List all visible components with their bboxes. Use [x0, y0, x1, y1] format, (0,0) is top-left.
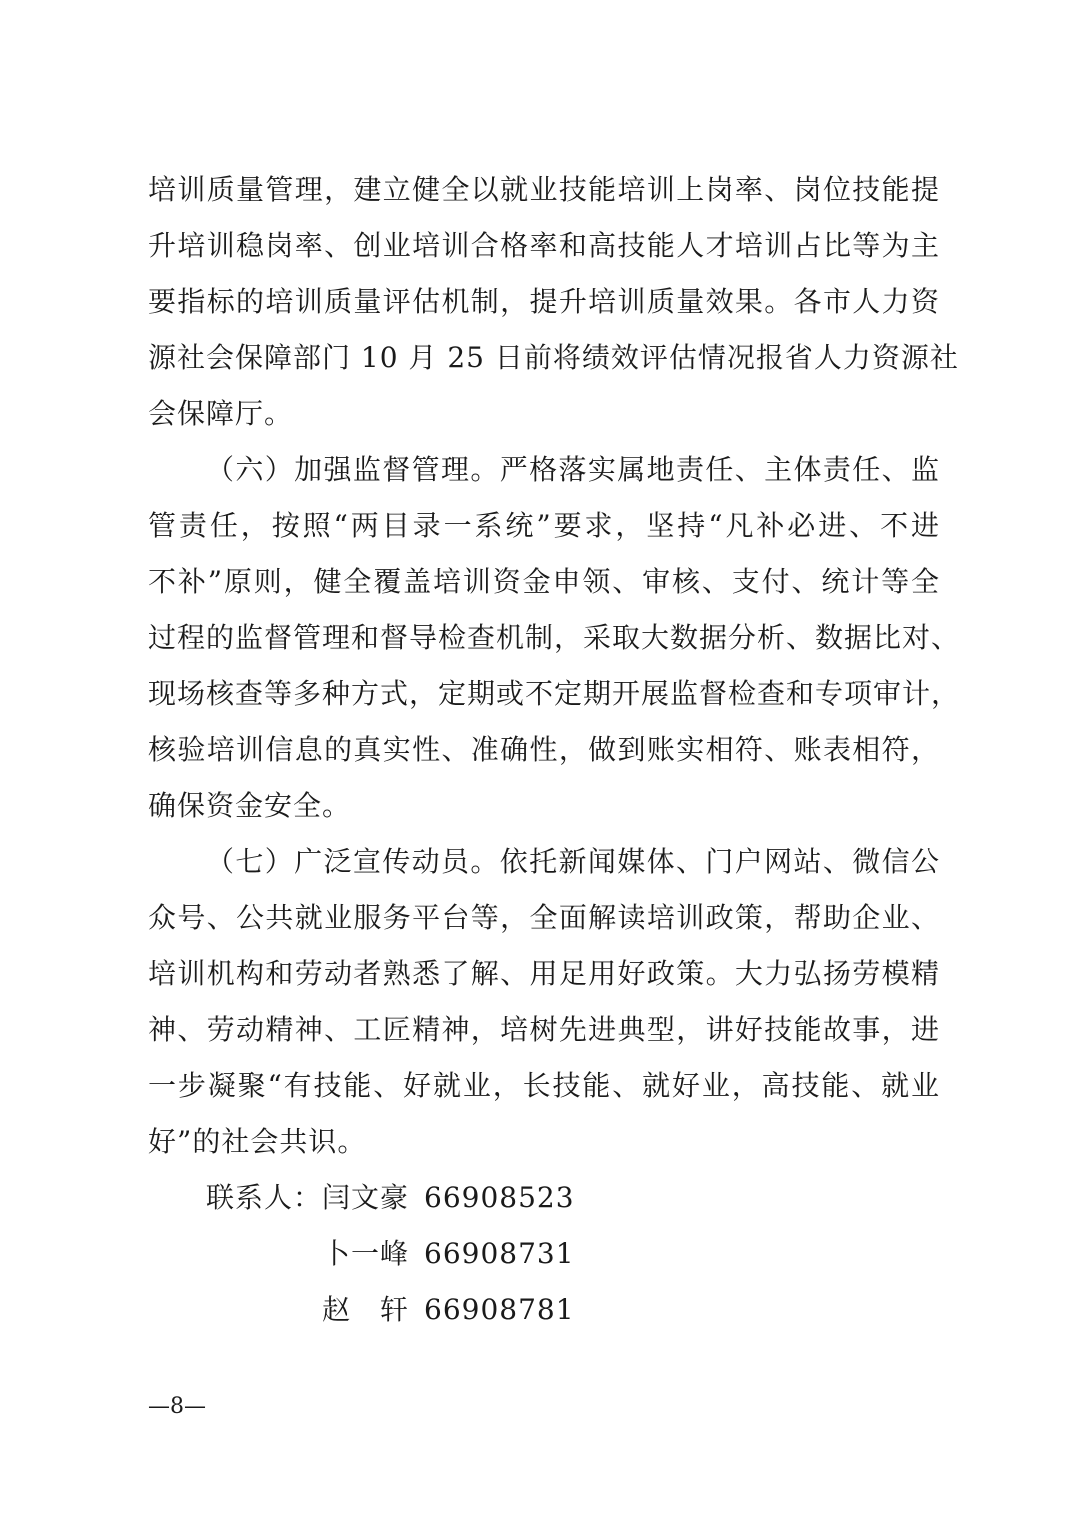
body-text-line: 不补”原则，健全覆盖培训资金申领、审核、支付、统计等全	[148, 565, 940, 598]
page-number: —8—	[148, 1394, 206, 1419]
body-text-line: 核验培训信息的真实性、准确性，做到账实相符、账表相符，	[148, 733, 940, 766]
body-text-line: 管责任，按照“两目录一系统”要求，坚持“凡补必进、不进	[148, 509, 940, 542]
contact-name: 赵 轩	[322, 1293, 410, 1326]
contact-name: 卜一峰	[322, 1237, 410, 1270]
body-text-line: 过程的监督管理和督导检查机制，采取大数据分析、数据比对、	[148, 621, 961, 654]
contact-phone: 66908781	[424, 1293, 575, 1326]
body-text-line: 众号、公共就业服务平台等，全面解读培训政策，帮助企业、	[148, 901, 940, 934]
body-text-line: 会保障厅。	[148, 397, 294, 430]
section-heading-line: （六）加强监督管理。严格落实属地责任、主体责任、监	[206, 453, 940, 486]
body-text-line: 培训机构和劳动者熟悉了解、用足用好政策。大力弘扬劳模精	[148, 957, 940, 990]
body-text-line: 源社会保障部门 10 月 25 日前将绩效评估情况报省人力资源社	[148, 341, 959, 374]
body-text-line: 要指标的培训质量评估机制，提升培训质量效果。各市人力资	[148, 285, 940, 318]
body-text-line: 确保资金安全。	[148, 789, 352, 822]
contact-label: 联系人：	[206, 1181, 323, 1214]
body-text-line: 一步凝聚“有技能、好就业，长技能、就好业，高技能、就业	[148, 1069, 940, 1102]
section-heading-line: （七）广泛宣传动员。依托新闻媒体、门户网站、微信公	[206, 845, 940, 878]
contact-phone: 66908523	[424, 1181, 575, 1214]
body-text-line: 培训质量管理，建立健全以就业技能培训上岗率、岗位技能提	[148, 173, 940, 206]
body-text-line: 好”的社会共识。	[148, 1125, 367, 1158]
contact-name: 闫文豪	[322, 1181, 410, 1214]
contact-phone: 66908731	[424, 1237, 575, 1270]
body-text-line: 神、劳动精神、工匠精神，培树先进典型，讲好技能故事，进	[148, 1013, 940, 1046]
body-text-line: 升培训稳岗率、创业培训合格率和高技能人才培训占比等为主	[148, 229, 940, 262]
body-text-line: 现场核查等多种方式，定期或不定期开展监督检查和专项审计，	[148, 677, 961, 710]
